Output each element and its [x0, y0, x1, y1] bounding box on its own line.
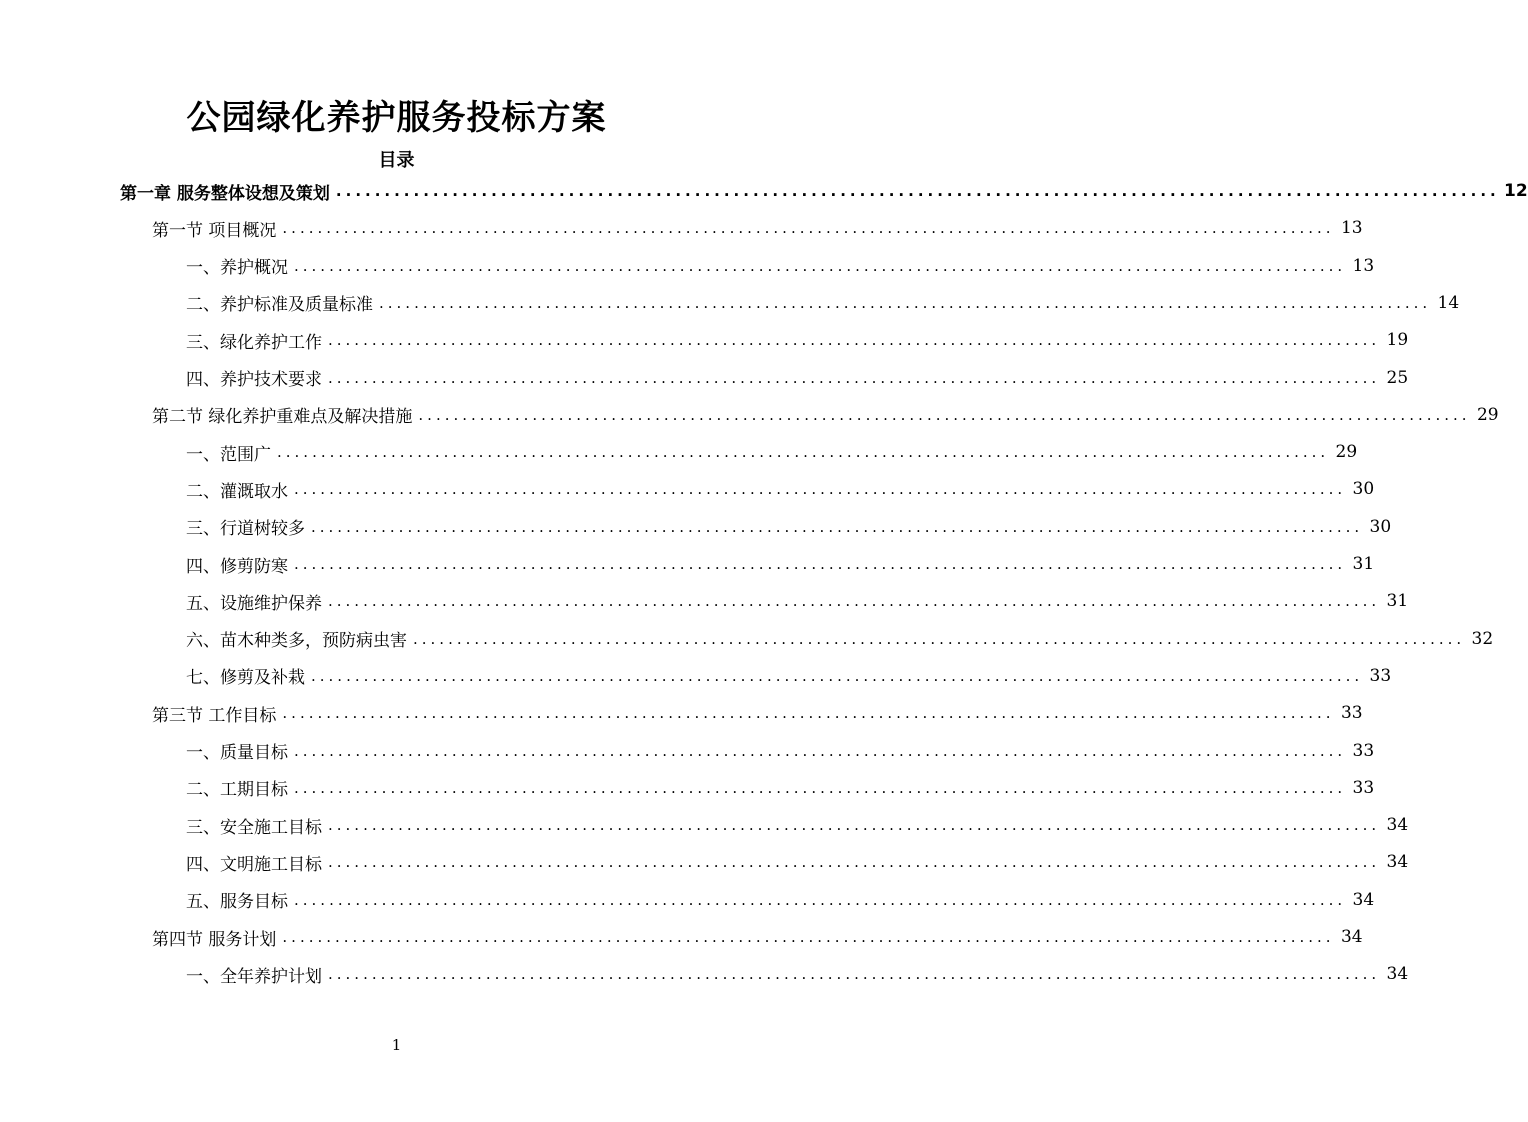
toc-entry-label: 六、苗木种类多，预防病虫害	[186, 631, 407, 652]
toc-leader-dots: ........................................................................................................................	[328, 965, 1381, 984]
toc-entry[interactable]	[186, 472, 1375, 506]
toc-entry-label: 四、养护技术要求	[186, 370, 322, 390]
toc-entry[interactable]	[186, 771, 1375, 805]
toc-entry[interactable]	[186, 845, 1409, 879]
toc-entry[interactable]	[186, 734, 1375, 768]
toc-leader-dots: ........................................................................................................................	[282, 928, 1335, 946]
toc-leader-dots: ........................................................................................................................	[294, 890, 1347, 909]
toc-entry-label: 一、质量目标	[186, 743, 288, 763]
toc-entry-page: 34	[1386, 964, 1409, 985]
toc-entry-label: 四、修剪防寒	[186, 556, 288, 577]
toc-entry-page: 31	[1386, 591, 1409, 612]
toc-entry-label: 五、设施维护保养	[186, 593, 322, 614]
toc-entry[interactable]	[152, 696, 1363, 730]
toc-entry-page: 33	[1369, 665, 1392, 686]
toc-entry[interactable]	[186, 510, 1392, 544]
toc-entry-label: 一、全年养护计划	[186, 966, 322, 987]
toc-heading: 目录	[378, 150, 415, 171]
toc-entry[interactable]	[186, 435, 1358, 469]
toc-entry-label: 三、行道树较多	[186, 519, 305, 540]
toc-entry[interactable]	[186, 286, 1460, 320]
toc-entry[interactable]	[152, 211, 1363, 245]
toc-leader-dots: ........................................................................................................................	[294, 741, 1347, 760]
toc-leader-dots: ........................................................................................................................	[294, 778, 1347, 797]
toc-leader-dots: ........................................................................................................................	[328, 853, 1381, 872]
toc-entry-label: 第四节 服务计划	[152, 929, 277, 950]
toc-entry[interactable]	[152, 398, 1499, 432]
toc-entry-page: 19	[1386, 330, 1409, 351]
toc-entry[interactable]	[186, 659, 1392, 693]
toc-entry-label: 第一章 服务整体设想及策划	[120, 183, 330, 204]
toc-leader-dots: ........................................................................................................................	[379, 293, 1432, 312]
toc-entry[interactable]	[152, 920, 1363, 954]
toc-entry-page: 13	[1340, 218, 1363, 239]
toc-entry-page: 33	[1352, 740, 1375, 761]
toc-leader-dots: ........................................................................................................................	[277, 443, 1330, 462]
toc-entry-page: 12	[1504, 181, 1528, 201]
toc-entry[interactable]	[186, 249, 1375, 283]
toc-entry-label: 五、服务目标	[186, 892, 288, 913]
toc-entry-label: 一、范围广	[186, 444, 271, 465]
toc-entry[interactable]	[186, 883, 1375, 917]
toc-entry[interactable]	[186, 622, 1494, 656]
toc-entry-page: 33	[1340, 703, 1363, 724]
toc-entry-label: 第二节 绿化养护重难点及解决措施	[152, 407, 413, 428]
toc-entry[interactable]	[186, 808, 1409, 842]
toc-entry-page: 30	[1369, 516, 1392, 537]
toc-entry-label: 第一节 项目概况	[152, 220, 277, 241]
toc-entry-page: 31	[1352, 554, 1375, 574]
toc-entry[interactable]	[186, 361, 1409, 395]
toc-entry-page: 34	[1386, 815, 1409, 836]
toc-entry-page: 29	[1476, 404, 1499, 425]
toc-entry[interactable]	[186, 957, 1409, 991]
toc-entry-page: 34	[1386, 852, 1409, 873]
toc-entry[interactable]	[186, 584, 1409, 618]
toc-entry-page: 14	[1437, 292, 1460, 313]
toc-entry[interactable]	[186, 547, 1375, 581]
document-title: 公园绿化养护服务投标方案	[186, 98, 607, 138]
toc-entry-label: 一、养护概况	[186, 258, 288, 279]
toc-entry-label: 二、灌溉取水	[186, 481, 288, 502]
toc-leader-dots: ........................................................................................................................	[294, 480, 1347, 499]
toc-leader-dots: ........................................................................................................................	[282, 219, 1335, 238]
toc-entry[interactable]	[186, 323, 1409, 357]
toc-entry-label: 二、工期目标	[186, 780, 288, 801]
toc-entry-page: 25	[1386, 367, 1409, 388]
toc-entry-label: 三、绿化养护工作	[186, 332, 322, 353]
toc-leader-dots: ........................................................................................................................	[282, 704, 1335, 723]
toc-entry-label: 四、文明施工目标	[186, 854, 322, 875]
toc-leader-dots: ........................................................................................................................	[294, 256, 1347, 275]
toc-leader-dots: ........................................................................................................................	[328, 331, 1381, 350]
toc-entry-page: 13	[1352, 255, 1375, 276]
toc-leader-dots: ........................................................................................................................	[311, 517, 1364, 536]
toc-leader-dots: ........................................................................................................................	[328, 592, 1381, 611]
toc-leader-dots: ........................................................................................................................	[294, 555, 1347, 573]
toc-entry-page: 34	[1340, 927, 1363, 947]
toc-entry-page: 34	[1352, 889, 1375, 910]
toc-entry-page: 32	[1471, 628, 1494, 649]
toc-entry-label: 七、修剪及补栽	[186, 668, 305, 689]
toc-leader-dots: ........................................................................................................................	[311, 666, 1364, 685]
toc-entry-label: 二、养护标准及质量标准	[186, 295, 373, 316]
toc-leader-dots: ........................................................................................................................	[335, 182, 1500, 200]
toc-leader-dots: ........................................................................................................................	[328, 816, 1381, 835]
page-number: 1	[391, 1036, 402, 1054]
toc-entry[interactable]	[120, 174, 1528, 208]
toc-entry-page: 30	[1352, 479, 1375, 500]
toc-leader-dots: ........................................................................................................................	[418, 405, 1471, 424]
toc-entry-label: 第三节 工作目标	[152, 705, 277, 726]
toc-leader-dots: ........................................................................................................................	[413, 629, 1466, 648]
toc-entry-label: 三、安全施工目标	[186, 817, 322, 838]
toc-leader-dots: ........................................................................................................................	[328, 368, 1381, 387]
toc-entry-page: 29	[1335, 442, 1358, 463]
toc-entry-page: 33	[1352, 777, 1375, 798]
